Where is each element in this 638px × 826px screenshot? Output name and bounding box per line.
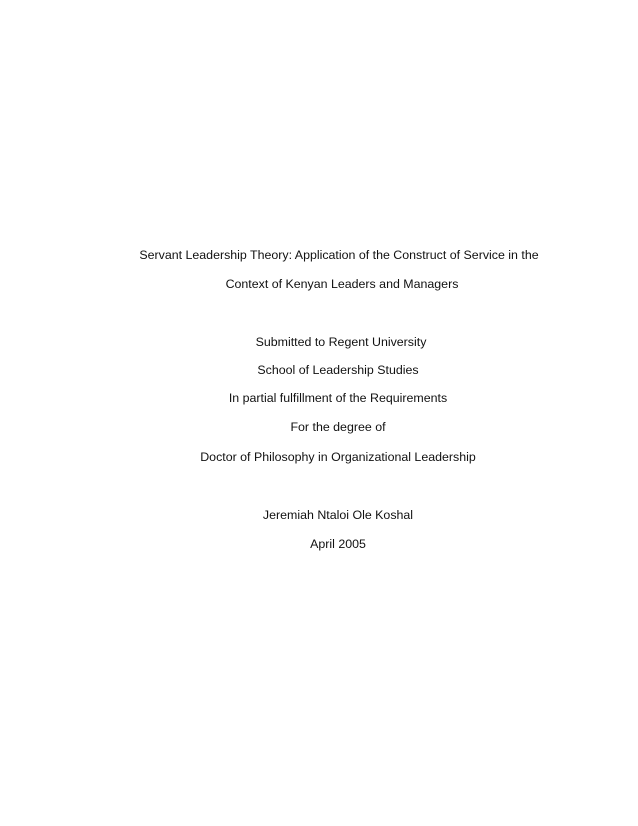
fulfillment-line: In partial fulfillment of the Requirements (228, 391, 448, 405)
title-line-2: Context of Kenyan Leaders and Managers (225, 277, 459, 291)
degree-intro-line: For the degree of (290, 420, 386, 434)
title-line-1: Servant Leadership Theory: Application of the Construct of Service in the (139, 248, 539, 262)
date-line: April 2005 (310, 537, 366, 551)
degree-line: Doctor of Philosophy in Organizational Leadership (200, 450, 476, 464)
author-line: Jeremiah Ntaloi Ole Koshal (262, 508, 414, 522)
submitted-to-line: Submitted to Regent University (255, 335, 427, 349)
school-line: School of Leadership Studies (257, 363, 419, 377)
